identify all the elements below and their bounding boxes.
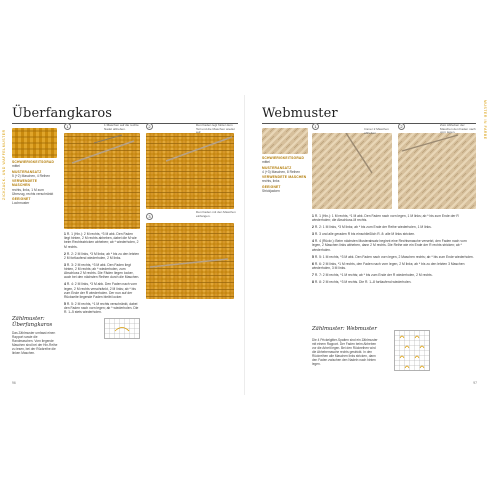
instruction-step: 3 R. 3 und alle geraden R bis einschließlich R. 8: alle M links stricken. xyxy=(312,232,416,237)
right-step-photo-2 xyxy=(398,133,476,209)
step-number-2: 2 xyxy=(146,123,153,130)
instruction-step: 6 R. 6: 2 M links, *1 M rechts, den Faden nach vorn legen, 2 M links; ab * bis zu den letzten 3 Maschen wiederholen, 3 M links. xyxy=(312,261,465,270)
spec-value: Lochmuster xyxy=(12,201,30,206)
instruction-step: 7 R. 7: 2 M rechts, *1 M rechts; ab * bis zum Ende der R wiederholen, 2 M rechts. xyxy=(312,272,433,277)
instruction-step: 4 R. 4: 2 M links, *3 M abk. Den Faden nach vorn legen, 2 M rechts verschränkt, 2 M links; ab * bis zum Ende der R wiederholen. Der nun auf der Rückseite liegende Faden bleibt locker. xyxy=(64,282,138,300)
instruction-step: 2 R. 2: 2 M links, *3 M links; ab * bis zu den letzten 2 M fortlaufend wiederholen, 2 M links. xyxy=(64,251,140,260)
left-callout-2: Den Faden legt hinter dem Teil und die Maschen wieder auf. xyxy=(196,123,236,135)
right-callout-2: Zum Abheben der Maschen den Faden nach vorn legen. xyxy=(440,123,476,135)
left-stitch-chart xyxy=(104,318,144,342)
right-main-swatch xyxy=(262,128,308,154)
spec-value: rechts, links, 1 M zum Überzug, rechts verschränkt xyxy=(12,187,54,196)
spec-heading: SCHWIERIGKEITSGRAD xyxy=(262,156,305,160)
spec-value: 4 (+3) Maschen, 8 Reihen xyxy=(262,169,301,174)
right-step-photo-1 xyxy=(312,133,392,209)
spec-heading: MUSTERANSATZ xyxy=(262,165,292,170)
spec-value: Strickjacken xyxy=(262,189,280,194)
step-number-1: 1 xyxy=(312,123,319,130)
left-main-swatch xyxy=(12,128,57,158)
step-number-2: 2 xyxy=(398,123,405,130)
right-callout-1: Immer 2 Maschen abheben. xyxy=(364,127,389,135)
spec-heading: MUSTERANSATZ xyxy=(12,169,42,174)
beige-weave-texture xyxy=(398,133,476,209)
spec-heading: GEEIGNET xyxy=(262,185,281,190)
left-page-title: Überfangkaros xyxy=(12,106,113,121)
left-callout-3: Den Faden mit den Maschen einfangen. xyxy=(196,210,236,218)
right-specs xyxy=(262,156,308,195)
beige-weave-texture xyxy=(262,128,308,154)
spec-value: mittel xyxy=(262,160,270,165)
instruction-step: 1 R. 1 (Hin.): 2 M rechts, *3 M abk. Den Faden liegt hinten, 2 M rechts abheben, dabei die M wie beim Rechtsstricken abheben; ab * wiederholen, 2 M rechts. xyxy=(64,232,139,249)
left-side-tab xyxy=(0,100,9,200)
right-page-number: 97 xyxy=(473,381,477,385)
instruction-step: 1 R. 1 (Hin.): 1 M rechts, *1 M abk. Den Faden nach vorn legen, 1 M links; ab * bis zum Ende der R wiederholen; die Abschluss-M rechts. xyxy=(312,214,459,223)
right-side-text: MUSTER IN FARBE xyxy=(483,100,487,140)
left-instructions xyxy=(64,232,140,317)
left-callout-1: 1 Maschen auf die rechte Nadel abheben. xyxy=(104,123,139,131)
instruction-step: 8 R. 8: 2 M rechts, *3 M rechts. Die R. 1–8 fortlaufend wiederholen. xyxy=(312,279,412,284)
spec-heading: VERWENDETE MASCHEN xyxy=(262,175,307,180)
mustard-knit-texture xyxy=(146,223,234,299)
spec-heading: VERWENDETE MASCHEN xyxy=(12,179,38,188)
beige-weave-texture xyxy=(312,133,392,209)
spec-value: 5 (+2) Maschen, 4 Reihen xyxy=(12,173,51,178)
instruction-step: 3 R. 3: 2 M rechts, *3 M abk. Den Faden liegt hinten, 2 M rechts; ab * wiederholen, zum Abschluss 2 M rechts. Die Fäden liegen locker, auch bei den nächsten Reihen durch die Maschen. xyxy=(64,262,140,280)
step-number-1: 1 xyxy=(64,123,71,130)
spec-value: mittel xyxy=(12,164,20,169)
page-gutter xyxy=(244,95,245,395)
right-side-tab xyxy=(480,100,489,200)
left-step-photo-3 xyxy=(146,223,234,299)
spec-heading: SCHWIERIGKEITSGRAD xyxy=(12,160,55,164)
mustard-knit-texture xyxy=(64,133,140,229)
instruction-step: 5 R. 5: 2 M rechts, *1 M rechts verschränkt, dabei den Faden nach vorn legen; ab * wiederholen. Die R. 1–5 stets wiederholen. xyxy=(64,302,139,315)
left-step-photo-2 xyxy=(146,133,234,209)
right-stitch-chart xyxy=(394,330,434,374)
step-number-3: 3 xyxy=(146,213,153,220)
spec-heading: GEEIGNET xyxy=(12,197,31,202)
left-page-number: 96 xyxy=(12,381,16,385)
left-chart-title: Zählmuster: Überfangkaros xyxy=(12,316,53,329)
instruction-step: 2 R. 2: 1 M links, *3 M links; ab * bis zum Ende der Reihe wiederholen, 1 M links. xyxy=(312,225,432,230)
mustard-knit-texture xyxy=(146,133,234,209)
right-instructions xyxy=(312,214,476,287)
left-step-photo-1 xyxy=(64,133,140,229)
right-chart-description: Die 4 Prickelgitter-Spalten sind ein Zählmuster mit einem Rapport. Der Faden beim Abheben vor die Arbeit legen. Bei den Rückreihen wird die Abhebemasche rechts gestrickt. In den Rückreihen alle Maschen links stricken, dann den Faden zwischen den Nadeln nach hinten legen. xyxy=(312,338,378,366)
left-specs xyxy=(12,160,54,207)
left-chart-description: Das Zählmuster umfasst einen Rapport sowie die Randmaschen. Vorn liegende Maschen sind bei der Hin-Reihe zu lesen, bei der Rückreihe die linken Maschen. xyxy=(12,331,58,355)
instruction-step: 4 R. 4 (Rückr.): Beim nächsten Musterabsatz beginnt eine Rechtsmasche versetzt, den Faden nach vorn legen, 2 Maschen links abheben, dann 2 M rechts. Die Reihe wie ein Ende der R rechts stricken; ab * wiederholen. xyxy=(312,239,467,252)
spec-value: rechts, links xyxy=(262,179,280,184)
instruction-step: 5 R. 5: 1 M rechts, *3 M abk. Den Faden nach vorn legen, 2 Maschen rechts; ab * bis zum Ende wiederholen. xyxy=(312,254,474,259)
right-chart-title: Zählmuster: Webmuster xyxy=(312,326,377,332)
mustard-rib-texture xyxy=(12,128,57,158)
left-side-text: ZICKZACK- UND WAFFELMUSTER xyxy=(2,129,6,200)
right-page-title: Webmuster xyxy=(262,106,338,121)
